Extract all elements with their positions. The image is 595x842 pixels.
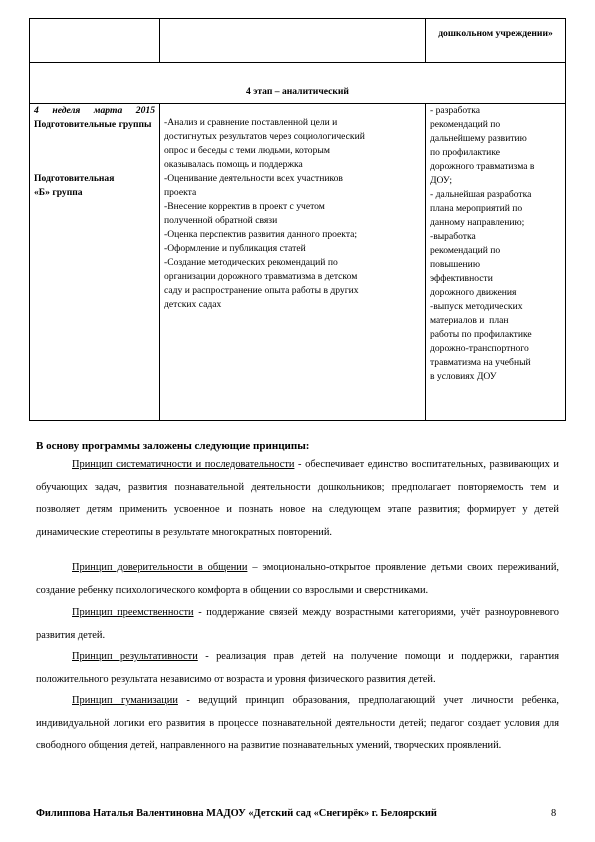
result-line: эффективности: [430, 273, 493, 284]
activity-line: достигнутых результатов через социологический: [164, 131, 365, 142]
table-cell: [30, 19, 160, 63]
activity-line: саду и распространение опыта работы в других: [164, 285, 359, 296]
period-dates: 4 неделя марта 2015: [34, 105, 155, 116]
activity-line: -Оценка перспектив развития данного проекта;: [164, 229, 358, 240]
result-line: ДОУ;: [430, 175, 453, 186]
table-cell-period: [30, 104, 160, 421]
stage-title: 4 этап – аналитический: [30, 63, 566, 104]
result-line: травматизма на учебный: [430, 357, 531, 368]
page-number: 8: [551, 808, 557, 819]
result-line: работы по профилактике: [430, 329, 532, 340]
result-line: -выпуск методических: [430, 301, 523, 312]
result-line: дальнейшему развитию: [430, 133, 527, 144]
activity-line: -Оформление и публикация статей: [164, 243, 306, 254]
result-line: данному направлению;: [430, 217, 525, 228]
page-footer: Филиппова Наталья Валентиновна МАДОУ «Детский сад «Снегирёк» г. Белоярский: [36, 808, 437, 819]
result-line: дорожного движения: [430, 287, 517, 298]
activity-line: детских садах: [164, 299, 222, 310]
principle-name: Принцип систематичности и последовательности: [72, 459, 295, 470]
group-label: Подготовительная: [34, 173, 115, 184]
table-cell-activities: [160, 104, 426, 421]
activity-line: оказывалась помощь и поддержка: [164, 159, 303, 170]
result-line: по профилактике: [430, 147, 500, 158]
table-cell: [160, 19, 426, 63]
principle-name: Принцип результативности: [72, 651, 198, 662]
table-cell-top-right: дошкольном учреждении»: [426, 19, 566, 63]
activity-table: [29, 18, 566, 421]
principle-text: - поддержание связей между возрастными категориями, учёт разноуровневого развития детей.: [36, 607, 559, 641]
principle-name: Принцип гуманизации: [72, 695, 178, 706]
activity-line: полученной обратной связи: [164, 215, 278, 226]
group-label: Подготовительные группы: [34, 119, 152, 130]
result-line: в условиях ДОУ: [430, 371, 497, 382]
result-line: дорожного травматизма в: [430, 161, 535, 172]
result-line: рекомендаций по: [430, 119, 501, 130]
group-label: «Б» группа: [34, 187, 83, 198]
principle-text: - обеспечивает единство воспитательных, развивающих и обучающих задач, развития познавательной деятельности дошкольников; предполагает повторяемость тем и позволяет детям применить усвоенное и познать новое на следующем этапе развития; формирует у детей динамические стереотипы в результате многократных повторений.: [36, 459, 559, 538]
result-line: -выработка: [430, 231, 476, 242]
activity-line: организации дорожного травматизма в детском: [164, 271, 358, 282]
principle-paragraph: [36, 646, 559, 691]
activity-line: -Создание методических рекомендаций по: [164, 257, 338, 268]
result-line: повышению: [430, 259, 480, 270]
result-line: - дальнейшая разработка: [430, 189, 532, 200]
principle-text: – эмоционально-открытое проявление детьми своих переживаний, создание ребенку психологического комфорта в общении со взрослыми и сверстниками.: [36, 562, 559, 596]
principle-paragraph: [36, 602, 559, 647]
activity-line: проекта: [164, 187, 197, 198]
principle-text: - реализация прав детей на получение помощи и поддержки, гарантия положительного результата независимо от возраста и уровня физического развития детей.: [36, 651, 559, 685]
activity-line: -Оценивание деятельности всех участников: [164, 173, 343, 184]
principle-name: Принцип доверительности в общении: [72, 562, 248, 573]
result-line: плана мероприятий по: [430, 203, 523, 214]
result-line: рекомендаций по: [430, 245, 501, 256]
activity-line: -Внесение корректив в проект с учетом: [164, 201, 325, 212]
principle-paragraph: [36, 454, 559, 544]
principle-paragraph: [36, 557, 559, 602]
table-cell-results: [426, 104, 566, 421]
result-line: материалов и план: [430, 315, 509, 326]
principle-name: Принцип преемственности: [72, 607, 194, 618]
principle-paragraph: [36, 690, 559, 758]
principle-text: - ведущий принцип образования, предполагающий учет личности ребенка, индивидуальной логики его развития в процессе познавательной деятельности детей; педагог создает условия для свободного общения детей, направленного на развитие познавательных умений, творческих проявлений.: [36, 695, 559, 751]
activity-line: -Анализ и сравнение поставленной цели и: [164, 117, 338, 128]
activity-line: опрос и беседы с теми людьми, которым: [164, 145, 330, 156]
result-line: - разработка: [430, 105, 481, 116]
result-line: дорожно-транспортного: [430, 343, 529, 354]
section-heading: В основу программы заложены следующие принципы:: [36, 440, 310, 452]
